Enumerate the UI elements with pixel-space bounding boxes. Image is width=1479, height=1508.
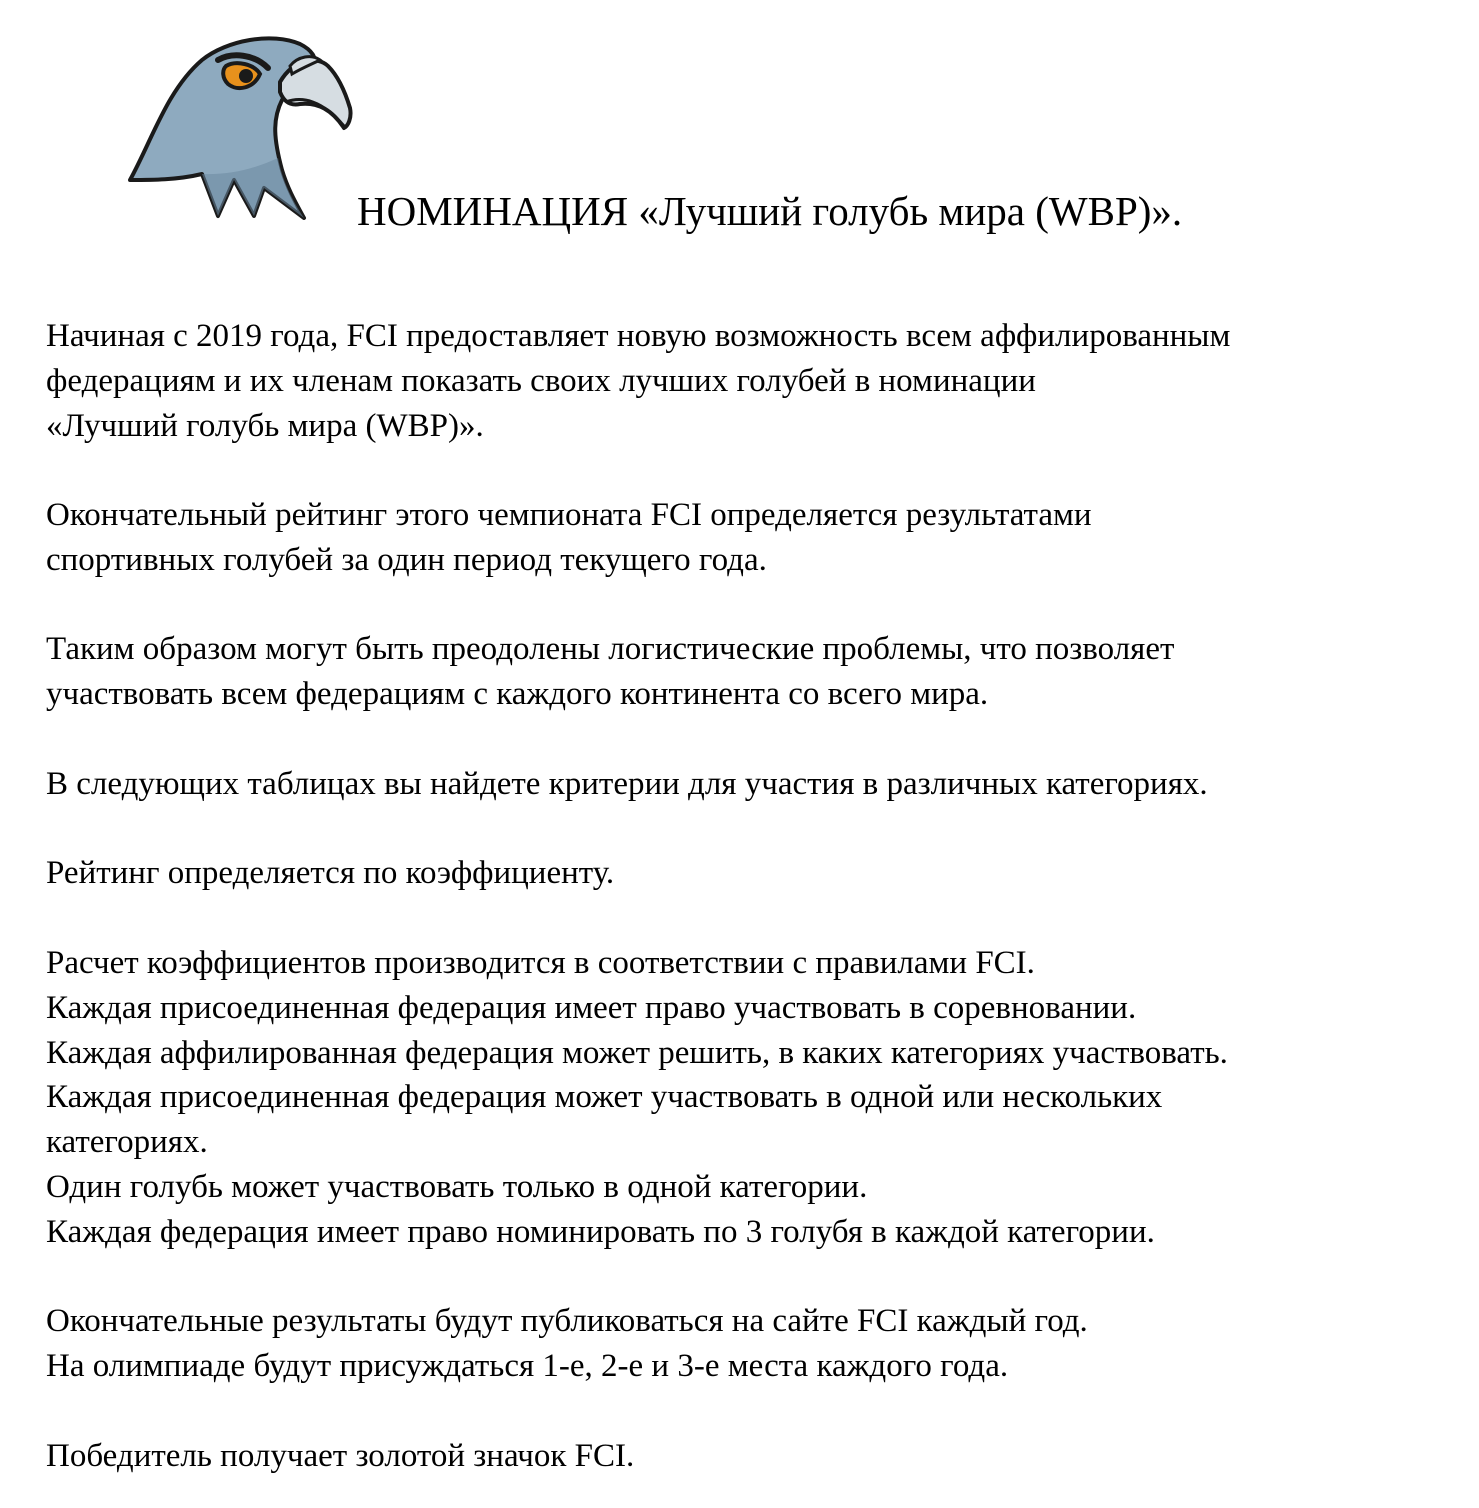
text-line: Каждая федерация имеет право номинировать по 3 голубя в каждой категории. (46, 1213, 1155, 1250)
text-line: Расчет коэффициентов производится в соответствии с правилами FCI. (46, 945, 1035, 981)
text-line: федерациям и их членам показать своих лучших голубей в номинации (46, 362, 1036, 399)
text-line: Каждая присоединенная федерация может участвовать в одной или нескольких (46, 1079, 1163, 1116)
text-line: Победитель получает золотой значок FCI. (46, 1438, 635, 1474)
text-line: категориях. (46, 1124, 208, 1161)
paragraph-rules (46, 941, 1466, 1255)
text-line: На олимпиаде будут присуждаться 1-е, 2-е и 3-е места каждого года. (46, 1347, 1009, 1384)
text-line: Окончательные результаты будут публиковаться на сайте FCI каждый год. (46, 1303, 1088, 1339)
pigeon-head-icon (122, 30, 358, 220)
paragraph-intro (46, 314, 1466, 448)
page-title: НОМИНАЦИЯ «Лучший голубь мира (WBP)». (357, 188, 1183, 234)
text-line: спортивных голубей за один период текущего года. (46, 541, 767, 578)
paragraph-results (46, 1299, 1466, 1389)
text-line: Каждая присоединенная федерация имеет право участвовать в соревновании. (46, 989, 1137, 1026)
text-line: Таким образом могут быть преодолены логистические проблемы, что позволяет (46, 631, 1175, 667)
paragraph-tables (46, 762, 1466, 807)
text-line: Начиная с 2019 года, FCI предоставляет новую возможность всем аффилированным (46, 318, 1231, 354)
paragraph-logistics (46, 627, 1466, 717)
text-line: Каждая аффилированная федерация может решить, в каких категориях участвовать. (46, 1034, 1228, 1071)
paragraph-winner (46, 1434, 1466, 1479)
paragraph-rating (46, 493, 1466, 583)
text-line: участвовать всем федерациям с каждого континента со всего мира. (46, 675, 989, 712)
pigeon-head-svg (122, 30, 358, 220)
text-line: Один голубь может участвовать только в одной категории. (46, 1168, 868, 1205)
paragraph-coefficient (46, 851, 1466, 896)
text-line: Рейтинг определяется по коэффициенту. (46, 855, 615, 891)
text-line: «Лучший голубь мира (WBP)». (46, 407, 484, 444)
text-line: Окончательный рейтинг этого чемпионата FCI определяется результатами (46, 497, 1092, 533)
text-line: В следующих таблицах вы найдете критерии для участия в различных категориях. (46, 766, 1208, 802)
